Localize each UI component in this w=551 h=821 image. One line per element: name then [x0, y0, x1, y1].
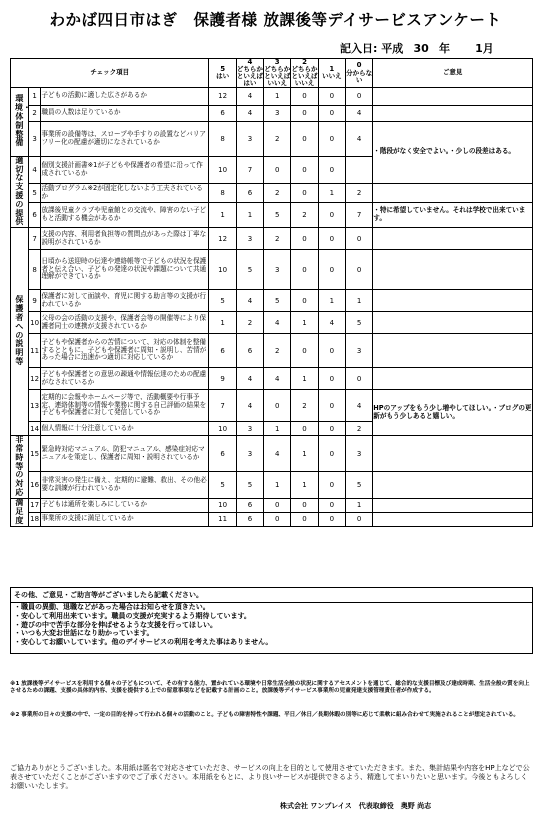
- response-count: 0: [291, 156, 318, 183]
- footnote-1: ※1 放課後等デイサービスを利用する個々の子どもについて、その有する能力、置かれている環境や日常生活全般の状況に関するアセスメントを通じて、総合的な支援目標及び達成時期、生活全般の質を向上させるための課題、支援の具体的内容、支援を提供する上での留意事項などを記載する計画のこと。放課後等デイサービス事業所の児童発達支援管理責任者が作成する。: [10, 681, 530, 694]
- response-count: 0: [291, 87, 318, 105]
- response-count: 6: [209, 436, 236, 472]
- question-text: 緊急時対応マニュアル、防犯マニュアル、感染症対応マニュアルを策定し、保護者に周知・説明されているか: [41, 436, 209, 472]
- row-number: 1: [28, 87, 41, 105]
- response-count: 0: [291, 184, 318, 203]
- row-number: 10: [28, 312, 41, 334]
- response-count: 0: [318, 250, 345, 290]
- opinion-cell: ・階段がなく安全でよい。・少しの段差はある。: [373, 121, 533, 183]
- table-row: [11, 512, 533, 526]
- table-row: [11, 436, 533, 472]
- response-count: 3: [236, 436, 263, 472]
- table-row: [11, 471, 533, 498]
- opinion-cell: [373, 471, 533, 498]
- row-number: 18: [28, 512, 41, 526]
- response-count: 0: [345, 87, 372, 105]
- response-count: 2: [236, 312, 263, 334]
- response-count: 4: [345, 390, 372, 422]
- row-number: 2: [28, 105, 41, 121]
- response-count: 4: [264, 368, 291, 390]
- row-number: 6: [28, 202, 41, 227]
- response-count: 6: [209, 334, 236, 368]
- response-count: [345, 156, 372, 183]
- row-number: 17: [28, 498, 41, 512]
- response-count: 4: [264, 312, 291, 334]
- table-header-row: [11, 59, 533, 88]
- response-count: 0: [291, 512, 318, 526]
- question-text: 個別支援計画書※1が子どもや保護者の希望に沿って作成されているか: [41, 156, 209, 183]
- opinion-cell: [373, 498, 533, 512]
- response-count: 0: [291, 228, 318, 250]
- question-text: 放課後児童クラブや児童館との交流や、障害のない子どもと活動する機会があるか: [41, 202, 209, 227]
- row-number: 11: [28, 334, 41, 368]
- response-count: 2: [264, 121, 291, 156]
- header-scale-3: 3 どちらかといえばいいえ: [264, 58, 291, 87]
- row-number: 14: [28, 422, 41, 436]
- response-count: 1: [209, 202, 236, 227]
- row-number: 13: [28, 390, 41, 422]
- table-row: [11, 390, 533, 422]
- response-count: 0: [291, 105, 318, 121]
- question-text: 職員の人数は足りているか: [41, 105, 209, 121]
- row-number: 8: [28, 250, 41, 290]
- table-row: [11, 105, 533, 121]
- opinion-cell: [373, 312, 533, 334]
- response-count: 5: [236, 250, 263, 290]
- response-count: 4: [264, 436, 291, 472]
- response-count: 7: [209, 390, 236, 422]
- row-number: 5: [28, 184, 41, 203]
- response-count: 1: [345, 498, 372, 512]
- response-count: 0: [318, 121, 345, 156]
- response-count: 0: [318, 87, 345, 105]
- response-count: 0: [318, 498, 345, 512]
- response-count: 3: [345, 436, 372, 472]
- response-count: 4: [345, 121, 372, 156]
- category-label: 満足度: [11, 498, 29, 526]
- response-count: 0: [345, 512, 372, 526]
- response-count: 5: [236, 471, 263, 498]
- row-number: 9: [28, 290, 41, 312]
- date-year: 30: [413, 42, 429, 55]
- response-count: 0: [318, 471, 345, 498]
- response-count: 6: [236, 512, 263, 526]
- response-count: 2: [264, 184, 291, 203]
- table-row: [11, 202, 533, 227]
- response-count: 0: [318, 512, 345, 526]
- row-number: 4: [28, 156, 41, 183]
- table-row: [11, 121, 533, 156]
- comments-box: [10, 587, 533, 654]
- table-row: [11, 498, 533, 512]
- response-count: 1: [318, 184, 345, 203]
- response-count: 5: [345, 471, 372, 498]
- category-label: 保護者への説明等: [11, 228, 29, 436]
- question-text: 事業所の設備等は、スロープや手すりの設置などバリアフリー化の配慮が適切になされているか: [41, 121, 209, 156]
- response-count: 0: [345, 228, 372, 250]
- response-count: 4: [236, 290, 263, 312]
- table-row: [11, 312, 533, 334]
- response-count: 3: [236, 228, 263, 250]
- response-count: 0: [291, 334, 318, 368]
- comment-line: ・安心して利用出来ています。職員の支援が充実するよう期待しています。: [14, 611, 251, 620]
- opinion-cell: [373, 368, 533, 390]
- response-count: 0: [291, 250, 318, 290]
- response-count: 0: [264, 512, 291, 526]
- date-label: 記入日:: [340, 42, 378, 55]
- response-count: 1: [291, 312, 318, 334]
- header-scale-1: 1 いいえ: [318, 59, 345, 88]
- opinion-cell: [373, 512, 533, 526]
- response-count: 0: [318, 202, 345, 227]
- table-row: [11, 87, 533, 105]
- response-count: 8: [209, 184, 236, 203]
- opinion-cell: [373, 184, 533, 203]
- response-count: 0: [291, 498, 318, 512]
- question-text: 保護者に対して面談や、育児に関する助言等の支援が行われているか: [41, 290, 209, 312]
- response-count: 4: [236, 87, 263, 105]
- row-number: 3: [28, 121, 41, 156]
- header-scale-5: 5 はい: [209, 59, 236, 88]
- opinion-cell: [373, 250, 533, 290]
- response-count: 0: [291, 121, 318, 156]
- response-count: 5: [264, 290, 291, 312]
- row-number: 15: [28, 436, 41, 472]
- response-count: 6: [236, 334, 263, 368]
- header-scale-2: 2 どちらかといえばいいえ: [291, 58, 318, 87]
- response-count: 3: [236, 422, 263, 436]
- category-label: 環境・体制整備: [11, 87, 29, 156]
- opinion-cell: [373, 105, 533, 121]
- response-count: 7: [345, 202, 372, 227]
- response-count: 4: [236, 390, 263, 422]
- row-number: 7: [28, 228, 41, 250]
- question-text: 子どもは通所を楽しみにしているか: [41, 498, 209, 512]
- category-label: 非常時等の対応: [11, 436, 29, 499]
- comments-heading: その他、ご意見・ご助言等がございましたら記載ください。: [11, 588, 532, 603]
- response-count: 8: [209, 121, 236, 156]
- response-count: 2: [264, 334, 291, 368]
- response-count: 7: [236, 156, 263, 183]
- date-year-unit: 年: [438, 42, 450, 55]
- response-count: 0: [264, 156, 291, 183]
- response-count: 4: [236, 368, 263, 390]
- response-count: 0: [318, 422, 345, 436]
- question-text: 非常災害の発生に備え、定期的に避難、救出、その他必要な訓練が行われているか: [41, 471, 209, 498]
- response-count: 1: [264, 87, 291, 105]
- response-count: 0: [291, 422, 318, 436]
- table-row: [11, 334, 533, 368]
- response-count: 0: [318, 436, 345, 472]
- response-count: 5: [264, 202, 291, 227]
- response-count: 4: [236, 105, 263, 121]
- row-number: 12: [28, 368, 41, 390]
- response-count: 6: [209, 105, 236, 121]
- response-count: 3: [264, 105, 291, 121]
- table-row: [11, 368, 533, 390]
- table-row: [11, 184, 533, 203]
- question-text: 支援の内容、利用者負担等の質問点があった際は丁寧な説明がされているか: [41, 228, 209, 250]
- question-text: 子どもや保護者との意思の疎通や情報伝達のための配慮がなされているか: [41, 368, 209, 390]
- response-count: 1: [291, 436, 318, 472]
- response-count: 0: [318, 105, 345, 121]
- comment-line: ・いつも大変お世話になり助かっています。: [14, 629, 154, 638]
- response-count: 11: [209, 512, 236, 526]
- row-number: 16: [28, 471, 41, 498]
- response-count: 4: [318, 312, 345, 334]
- category-label: 適切な支援の提供: [11, 156, 29, 227]
- response-count: 0: [264, 390, 291, 422]
- table-row: [11, 250, 533, 290]
- question-text: 定期的に会報やホームページ等で、活動概要や行事予定、連絡体制等の情報や業務に関する自己評価の結果を子どもや保護者に対して発信しているか: [41, 390, 209, 422]
- response-count: 9: [209, 368, 236, 390]
- comment-line: ・安心してお願いしています。他のデイサービスの利用を考えた事はありません。: [14, 638, 273, 646]
- response-count: 4: [345, 105, 372, 121]
- response-count: 0: [318, 156, 345, 183]
- signature: 株式会社 ワンプレイス 代表取締役 奥野 尚志: [280, 802, 432, 810]
- opinion-cell: [373, 228, 533, 250]
- question-text: 事業所の支援に満足しているか: [41, 512, 209, 526]
- question-text: 子どもの活動に適した広さがあるか: [41, 87, 209, 105]
- response-count: 5: [345, 312, 372, 334]
- response-count: 2: [291, 390, 318, 422]
- response-count: 0: [318, 368, 345, 390]
- response-count: 6: [236, 184, 263, 203]
- response-count: 1: [291, 471, 318, 498]
- entry-date: [340, 40, 494, 56]
- header-opinion: ご意見: [373, 59, 533, 88]
- question-text: 日頃から送迎時の伝達や連絡帳等で子どもの状況を保護者と伝え合い、子どもの発達の状況や課題について共通理解ができているか: [41, 250, 209, 290]
- response-count: 1: [264, 422, 291, 436]
- response-count: 0: [318, 228, 345, 250]
- date-month: 1月: [475, 42, 494, 55]
- question-text: 父母の会の活動の支援や、保護者会等の開催等により保護者同士の連携が支援されているか: [41, 312, 209, 334]
- response-count: 3: [236, 121, 263, 156]
- response-count: 10: [209, 250, 236, 290]
- response-count: 1: [236, 202, 263, 227]
- response-count: 6: [236, 498, 263, 512]
- response-count: 0: [318, 390, 345, 422]
- response-count: 2: [291, 202, 318, 227]
- opinion-cell: ・特に希望していません。それは学校で出来ています。: [373, 202, 533, 227]
- response-count: 10: [209, 498, 236, 512]
- document-title: わかば四日市はぎ 保護者様 放課後等デイサービスアンケート: [49, 11, 502, 29]
- response-count: 0: [345, 368, 372, 390]
- opinion-cell: [373, 87, 533, 105]
- header-scale-0: 0 分からない: [345, 59, 372, 88]
- response-count: 10: [209, 422, 236, 436]
- response-count: 1: [291, 368, 318, 390]
- response-count: 12: [209, 228, 236, 250]
- response-count: 0: [345, 250, 372, 290]
- comment-line: ・遊びの中で苦手な部分を伸ばせるような支援を行ってほしい。: [14, 620, 217, 629]
- response-count: 10: [209, 156, 236, 183]
- response-count: 5: [209, 290, 236, 312]
- response-count: 5: [209, 471, 236, 498]
- opinion-cell: HPのアップをもう少し増やしてほしい。・ブログの更新がもう少しあると嬉しい。: [373, 390, 533, 436]
- question-text: 活動プログラム※2が固定化しないよう工夫されているか: [41, 184, 209, 203]
- response-count: 0: [318, 334, 345, 368]
- opinion-cell: [373, 290, 533, 312]
- response-count: 0: [264, 498, 291, 512]
- response-count: 3: [264, 250, 291, 290]
- question-text: 子どもや保護者からの苦情について、対応の体制を整備するとともに、子どもや保護者に周知・説明し、苦情があった場合に迅速かつ適切に対応しているか: [41, 334, 209, 368]
- table-row: [11, 228, 533, 250]
- response-count: 2: [345, 184, 372, 203]
- table-row: [11, 290, 533, 312]
- response-count: 0: [291, 290, 318, 312]
- footnote-2: ※2 事業所の日々の支援の中で、一定の目的を持って行われる個々の活動のこと。子どもの障害特性や課題、平日／休日／長期休暇の別等に応じて柔軟に組み合わせて実施されることが想定されている。: [10, 712, 520, 718]
- header-item: チェック項目: [11, 59, 209, 88]
- response-count: 1: [264, 471, 291, 498]
- question-text: 個人情報に十分注意しているか: [41, 422, 209, 436]
- date-era: 平成: [381, 42, 404, 55]
- response-count: 1: [345, 290, 372, 312]
- response-count: 1: [209, 312, 236, 334]
- response-count: 2: [345, 422, 372, 436]
- response-count: 12: [209, 87, 236, 105]
- response-count: 3: [345, 334, 372, 368]
- opinion-cell: [373, 334, 533, 368]
- thanks-message: ご協力ありがとうございました。本用紙は匿名で対応させていただき、サービスの向上を目的として使用させていただきます。また、集計結果や内容をHP上などで公表させていただくことがございますのでご了承ください。本用紙をもとに、より良いサービスが提供できるよう、精進してまいりたいと思います。今後ともよろしくお願いいたします。: [10, 764, 530, 791]
- survey-table: [10, 58, 533, 527]
- comment-line: ・職員の異動、退職などがあった場合はお知らせを頂きたい。: [14, 603, 210, 611]
- response-count: 2: [264, 228, 291, 250]
- opinion-cell: [373, 436, 533, 472]
- header-scale-4: 4 どちらかといえばはい: [236, 58, 263, 87]
- response-count: 1: [318, 290, 345, 312]
